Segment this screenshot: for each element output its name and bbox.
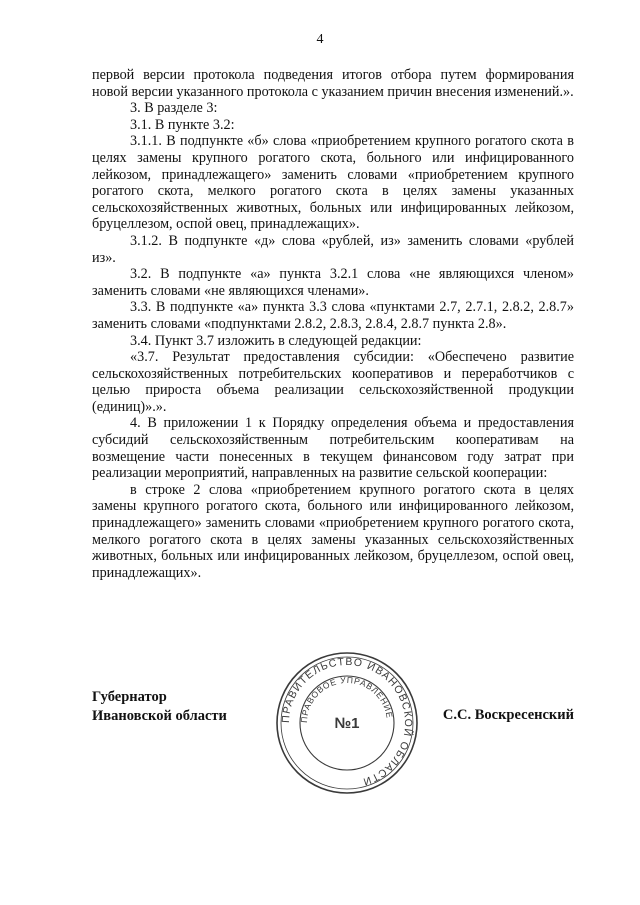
paragraph: 3.4. Пункт 3.7 изложить в следующей редакции: — [130, 332, 422, 349]
position-line-2: Ивановской области — [92, 708, 227, 724]
official-seal-stamp — [272, 648, 422, 798]
paragraph: 3.2. В подпункте «а» пункта 3.2.1 слова «не являющихся членом» заменить словами «не являющихся членами». — [92, 266, 574, 299]
paragraph: первой версии протокола подведения итогов отбора путем формирования новой версии указанного протокола с указанием причин внесения изменений.». — [92, 67, 574, 100]
paragraph: 3.1.1. В подпункте «б» слова «приобретением крупного рогатого скота в целях замены крупного рогатого скота, больного или инфицированного лейкозом, принадлежащего» заменить словами «приобретением крупного рогатого скота, мелкого рогатого скота в целях замены указанных сельскохозяйственных животных, больных или инфицированных лейкозом, бруцеллезом, оспой овец, принадлежащих». — [92, 133, 574, 233]
paragraph: 3. В разделе 3: — [130, 100, 218, 117]
paragraph: 4. В приложении 1 к Порядку определения объема и предоставления субсидий сельскохозяйственным потребительским кооперативам на возмещение части понесенных в текущем финансовом году затрат при реализации мероприятий, направленных на развитие сельской кооперации: — [92, 415, 574, 482]
seal-number: №1 — [334, 715, 360, 732]
seal-icon — [272, 648, 422, 798]
paragraph: 3.1. В пункте 3.2: — [130, 116, 235, 133]
signatory-position — [92, 688, 227, 726]
seal-ring-text: ПРАВИТЕЛЬСТВО ИВАНОВСКОЙ ОБЛАСТИ — [279, 655, 415, 788]
signatory-name: С.С. Воскресенский — [442, 707, 574, 723]
signature-block — [92, 655, 574, 790]
paragraph: «3.7. Результат предоставления субсидии: «Обеспечено развитие сельскохозяйственных потребительских кооперативов и переработчиков с целью прироста объема реализации сельскохозяйственной продукции (единиц)».». — [92, 349, 574, 415]
position-line-1: Губернатор — [92, 689, 167, 705]
seal-inner-text: ПРАВОВОЕ УПРАВЛЕНИЕ — [298, 674, 395, 724]
document-body — [92, 67, 574, 581]
page-number: 4 — [316, 32, 324, 47]
paragraph: 3.1.2. В подпункте «д» слова «рублей, из» заменить словами «рублей из». — [92, 232, 574, 266]
paragraph: 3.3. В подпункте «а» пункта 3.3 слова «пунктами 2.7, 2.7.1, 2.8.2, 2.8.7» заменить словами «подпунктами 2.8.2, 2.8.3, 2.8.4, 2.8.7 пункта 2.8». — [92, 299, 574, 332]
paragraph: в строке 2 слова «приобретением крупного рогатого скота в целях замены крупного рогатого скота, больного или инфицированного лейкозом, принадлежащего» заменить словами «приобретением крупного рогатого скота, мелкого рогатого скота в целях замены указанных сельскохозяйственных животных, больных или инфицированных лейкозом, бруцеллезом, оспой овец, принадлежащих». — [92, 481, 574, 581]
